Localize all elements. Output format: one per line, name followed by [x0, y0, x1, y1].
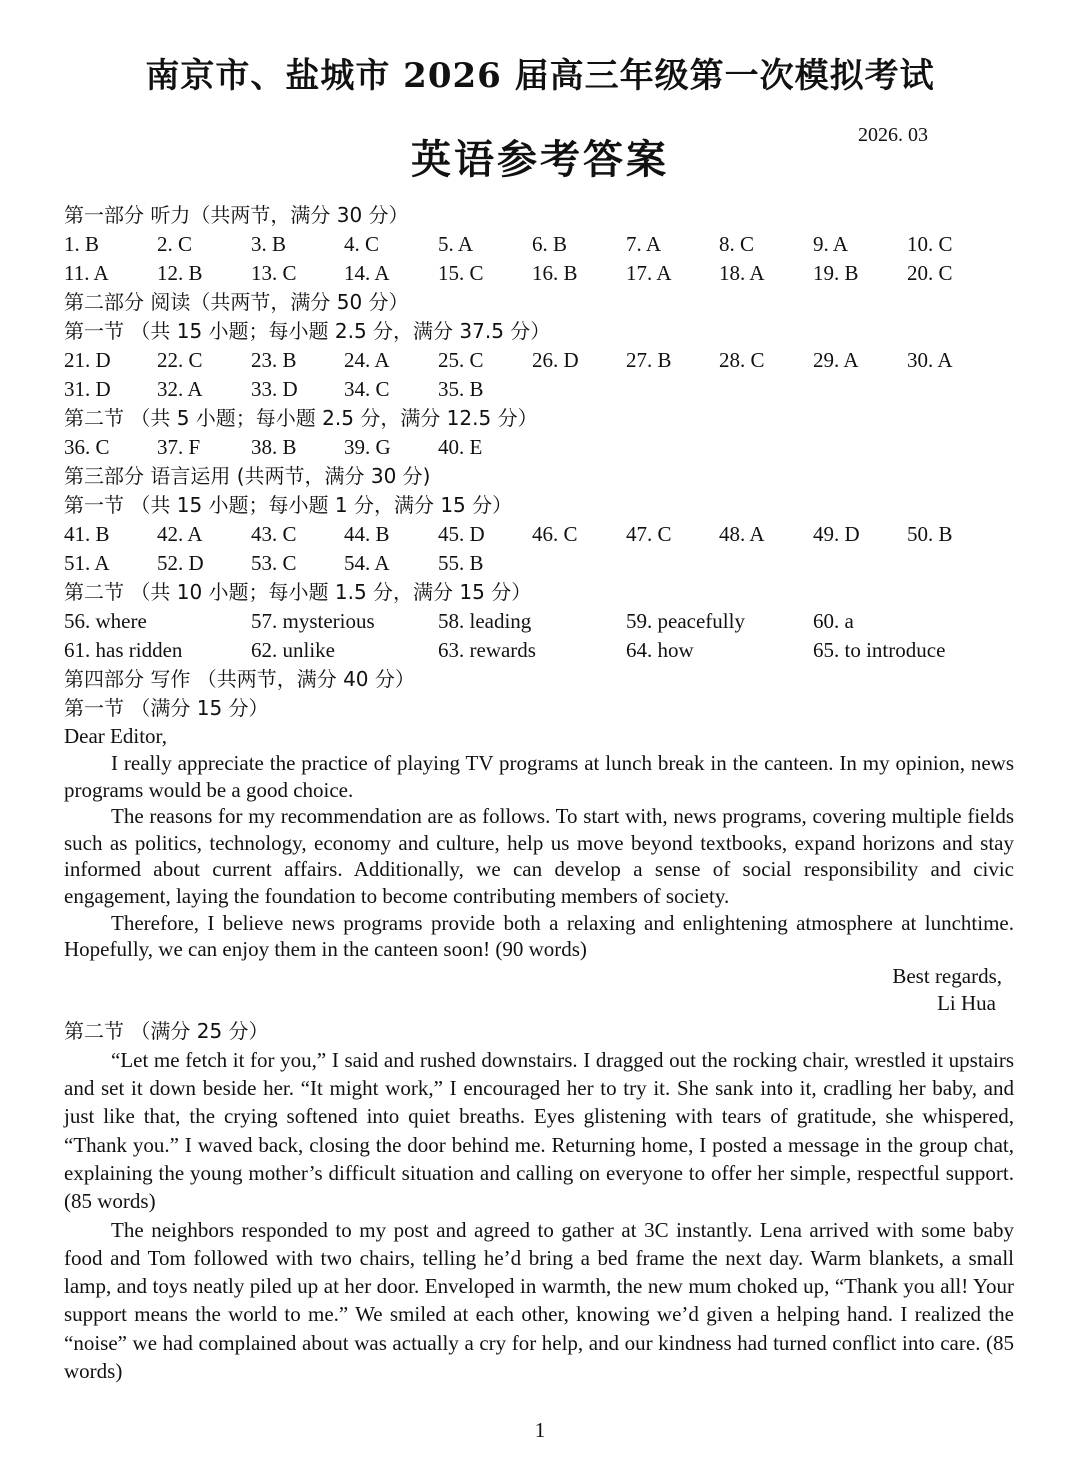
answer-item: 4. C [344, 232, 380, 256]
answer-content [64, 201, 1014, 1385]
answer-item: 62. unlike [251, 638, 335, 662]
story-paragraph: The neighbors responded to my post and agreed to gather at 3C instantly. Lena arrived with some baby food and Tom followed with two chairs, telling he’d bring a bed frame the next day. Warm blankets, a small lamp, and toys neatly piled up at her door. Enveloped in warmth, the new mum choked up, “Thank you all! Your support means the world to me.” We smiled at each other, knowing we’d given a helping hand. I realized the “noise” we had complained about was actually a cry for help, and our kindness had turned conflict into care. (85 words) [64, 1217, 1014, 1384]
answer-item: 47. C [626, 522, 672, 546]
letter-closing: Best regards, [892, 963, 1002, 988]
answer-item: 29. A [813, 348, 859, 372]
answer-item: 25. C [438, 348, 484, 372]
story-paragraph: “Let me fetch it for you,” I said and rushed downstairs. I dragged out the rocking chair, wrestled it upstairs and set it down beside her. “It might work,” I encouraged her to try it. She sank into it, cradling her baby, and just like that, the crying softened into quiet breaths. Eyes glistening with tears of gratitude, she whispered, “Thank you.” I waved back, closing the door behind me. Returning home, I posted a message in the group chat, explaining the young mother’s difficult situation and calling on everyone to offer her simple, respectful support. (85 words) [64, 1047, 1014, 1214]
part2-section1-heading: 第一节 （共 15 小题；每小题 2.5 分，满分 37.5 分） [64, 319, 551, 343]
answer-item: 38. B [251, 435, 297, 459]
letter-paragraph: I really appreciate the practice of playing TV programs at lunch break in the canteen. In my opinion, news programs would be a good choice. [64, 751, 1014, 802]
answer-item: 26. D [532, 348, 579, 372]
answer-item: 6. B [532, 232, 568, 256]
answer-item: 39. G [344, 435, 391, 459]
answer-item: 18. A [719, 261, 765, 285]
answer-item: 63. rewards [438, 638, 536, 662]
answer-row [64, 230, 1014, 259]
answer-item: 40. E [438, 435, 483, 459]
answer-row [64, 520, 1014, 549]
answer-item: 59. peacefully [626, 609, 745, 633]
answer-item: 61. has ridden [64, 638, 183, 662]
answer-item: 37. F [157, 435, 201, 459]
page-number: 1 [534, 1418, 546, 1442]
answer-item: 42. A [157, 522, 203, 546]
answer-item: 65. to introduce [813, 638, 946, 662]
answer-item: 15. C [438, 261, 484, 285]
answer-item: 52. D [157, 551, 204, 575]
answer-item: 32. A [157, 377, 203, 401]
answer-item: 8. C [719, 232, 755, 256]
answer-item: 51. A [64, 551, 110, 575]
part4-heading: 第四部分 写作 （共两节，满分 40 分） [64, 667, 415, 691]
part3-heading: 第三部分 语言运用 (共两节，满分 30 分) [64, 464, 431, 488]
answer-item: 17. A [626, 261, 672, 285]
answer-row [64, 607, 1014, 636]
answer-item: 2. C [157, 232, 193, 256]
answer-item: 12. B [157, 261, 203, 285]
letter-paragraph: Therefore, I believe news programs provide both a relaxing and enlightening atmosphere at lunchtime. Hopefully, we can enjoy them in the canteen soon! (90 words) [64, 910, 1014, 962]
part4-section2-heading: 第二节 （满分 25 分） [64, 1018, 269, 1043]
answer-item: 54. A [344, 551, 390, 575]
answer-item: 58. leading [438, 609, 532, 633]
answer-item: 13. C [251, 261, 297, 285]
exam-date: 2026. 03 [858, 124, 928, 146]
part3-section2-heading: 第二节 （共 10 小题；每小题 1.5 分，满分 15 分） [64, 580, 532, 604]
letter-salutation: Dear Editor, [64, 724, 167, 748]
part1-heading: 第一部分 听力（共两节，满分 30 分） [64, 203, 409, 227]
answer-item: 53. C [251, 551, 297, 575]
answer-row [64, 433, 1014, 462]
answer-item: 49. D [813, 522, 860, 546]
answer-item: 9. A [813, 232, 849, 256]
answer-item: 64. how [626, 638, 694, 662]
answer-item: 16. B [532, 261, 578, 285]
answer-item: 19. B [813, 261, 859, 285]
answer-item: 56. where [64, 609, 147, 633]
answer-item: 35. B [438, 377, 484, 401]
answer-item: 44. B [344, 522, 390, 546]
letter-paragraph: The reasons for my recommendation are as follows. To start with, news programs, covering multiple fields such as politics, technology, economy and culture, help us move beyond textbooks, expand horizons and stay informed about current affairs. Additionally, we can develop a sense of social responsibility and civic engagement, laying the foundation to become contributing members of society. [64, 804, 1014, 908]
answer-item: 48. A [719, 522, 765, 546]
answer-item: 34. C [344, 377, 390, 401]
answer-row [64, 375, 1014, 404]
answer-item: 43. C [251, 522, 297, 546]
answer-item: 27. B [626, 348, 672, 372]
answer-item: 50. B [907, 522, 953, 546]
answer-item: 45. D [438, 522, 485, 546]
answer-item: 46. C [532, 522, 578, 546]
answer-item: 10. C [907, 232, 953, 256]
letter-signature: Li Hua [937, 990, 996, 1015]
part3-section1-heading: 第一节 （共 15 小题；每小题 1 分，满分 15 分） [64, 493, 513, 517]
answer-item: 60. a [813, 609, 854, 633]
answer-item: 7. A [626, 232, 662, 256]
answer-item: 3. B [251, 232, 287, 256]
answer-item: 23. B [251, 348, 297, 372]
answer-item: 21. D [64, 348, 111, 372]
answer-row [64, 259, 1014, 288]
answer-item: 33. D [251, 377, 298, 401]
page-title: 南京市、盐城市 2026 届高三年级第一次模拟考试 [145, 56, 935, 96]
page-subtitle: 英语参考答案 [411, 136, 669, 183]
answer-item: 24. A [344, 348, 390, 372]
answer-item: 14. A [344, 261, 390, 285]
answer-row [64, 636, 1014, 665]
answer-item: 30. A [907, 348, 953, 372]
answer-item: 57. mysterious [251, 609, 375, 633]
answer-item: 20. C [907, 261, 953, 285]
answer-item: 55. B [438, 551, 484, 575]
answer-row [64, 346, 1014, 375]
answer-item: 31. D [64, 377, 111, 401]
answer-item: 1. B [64, 232, 100, 256]
part4-section1-heading: 第一节 （满分 15 分） [64, 696, 269, 720]
answer-item: 41. B [64, 522, 110, 546]
answer-item: 36. C [64, 435, 110, 459]
part2-heading: 第二部分 阅读（共两节，满分 50 分） [64, 290, 409, 314]
part2-section2-heading: 第二节 （共 5 小题；每小题 2.5 分，满分 12.5 分） [64, 406, 538, 430]
answer-item: 5. A [438, 232, 474, 256]
answer-item: 11. A [64, 261, 109, 285]
answer-item: 28. C [719, 348, 765, 372]
answer-row [64, 549, 1014, 578]
answer-item: 22. C [157, 348, 203, 372]
